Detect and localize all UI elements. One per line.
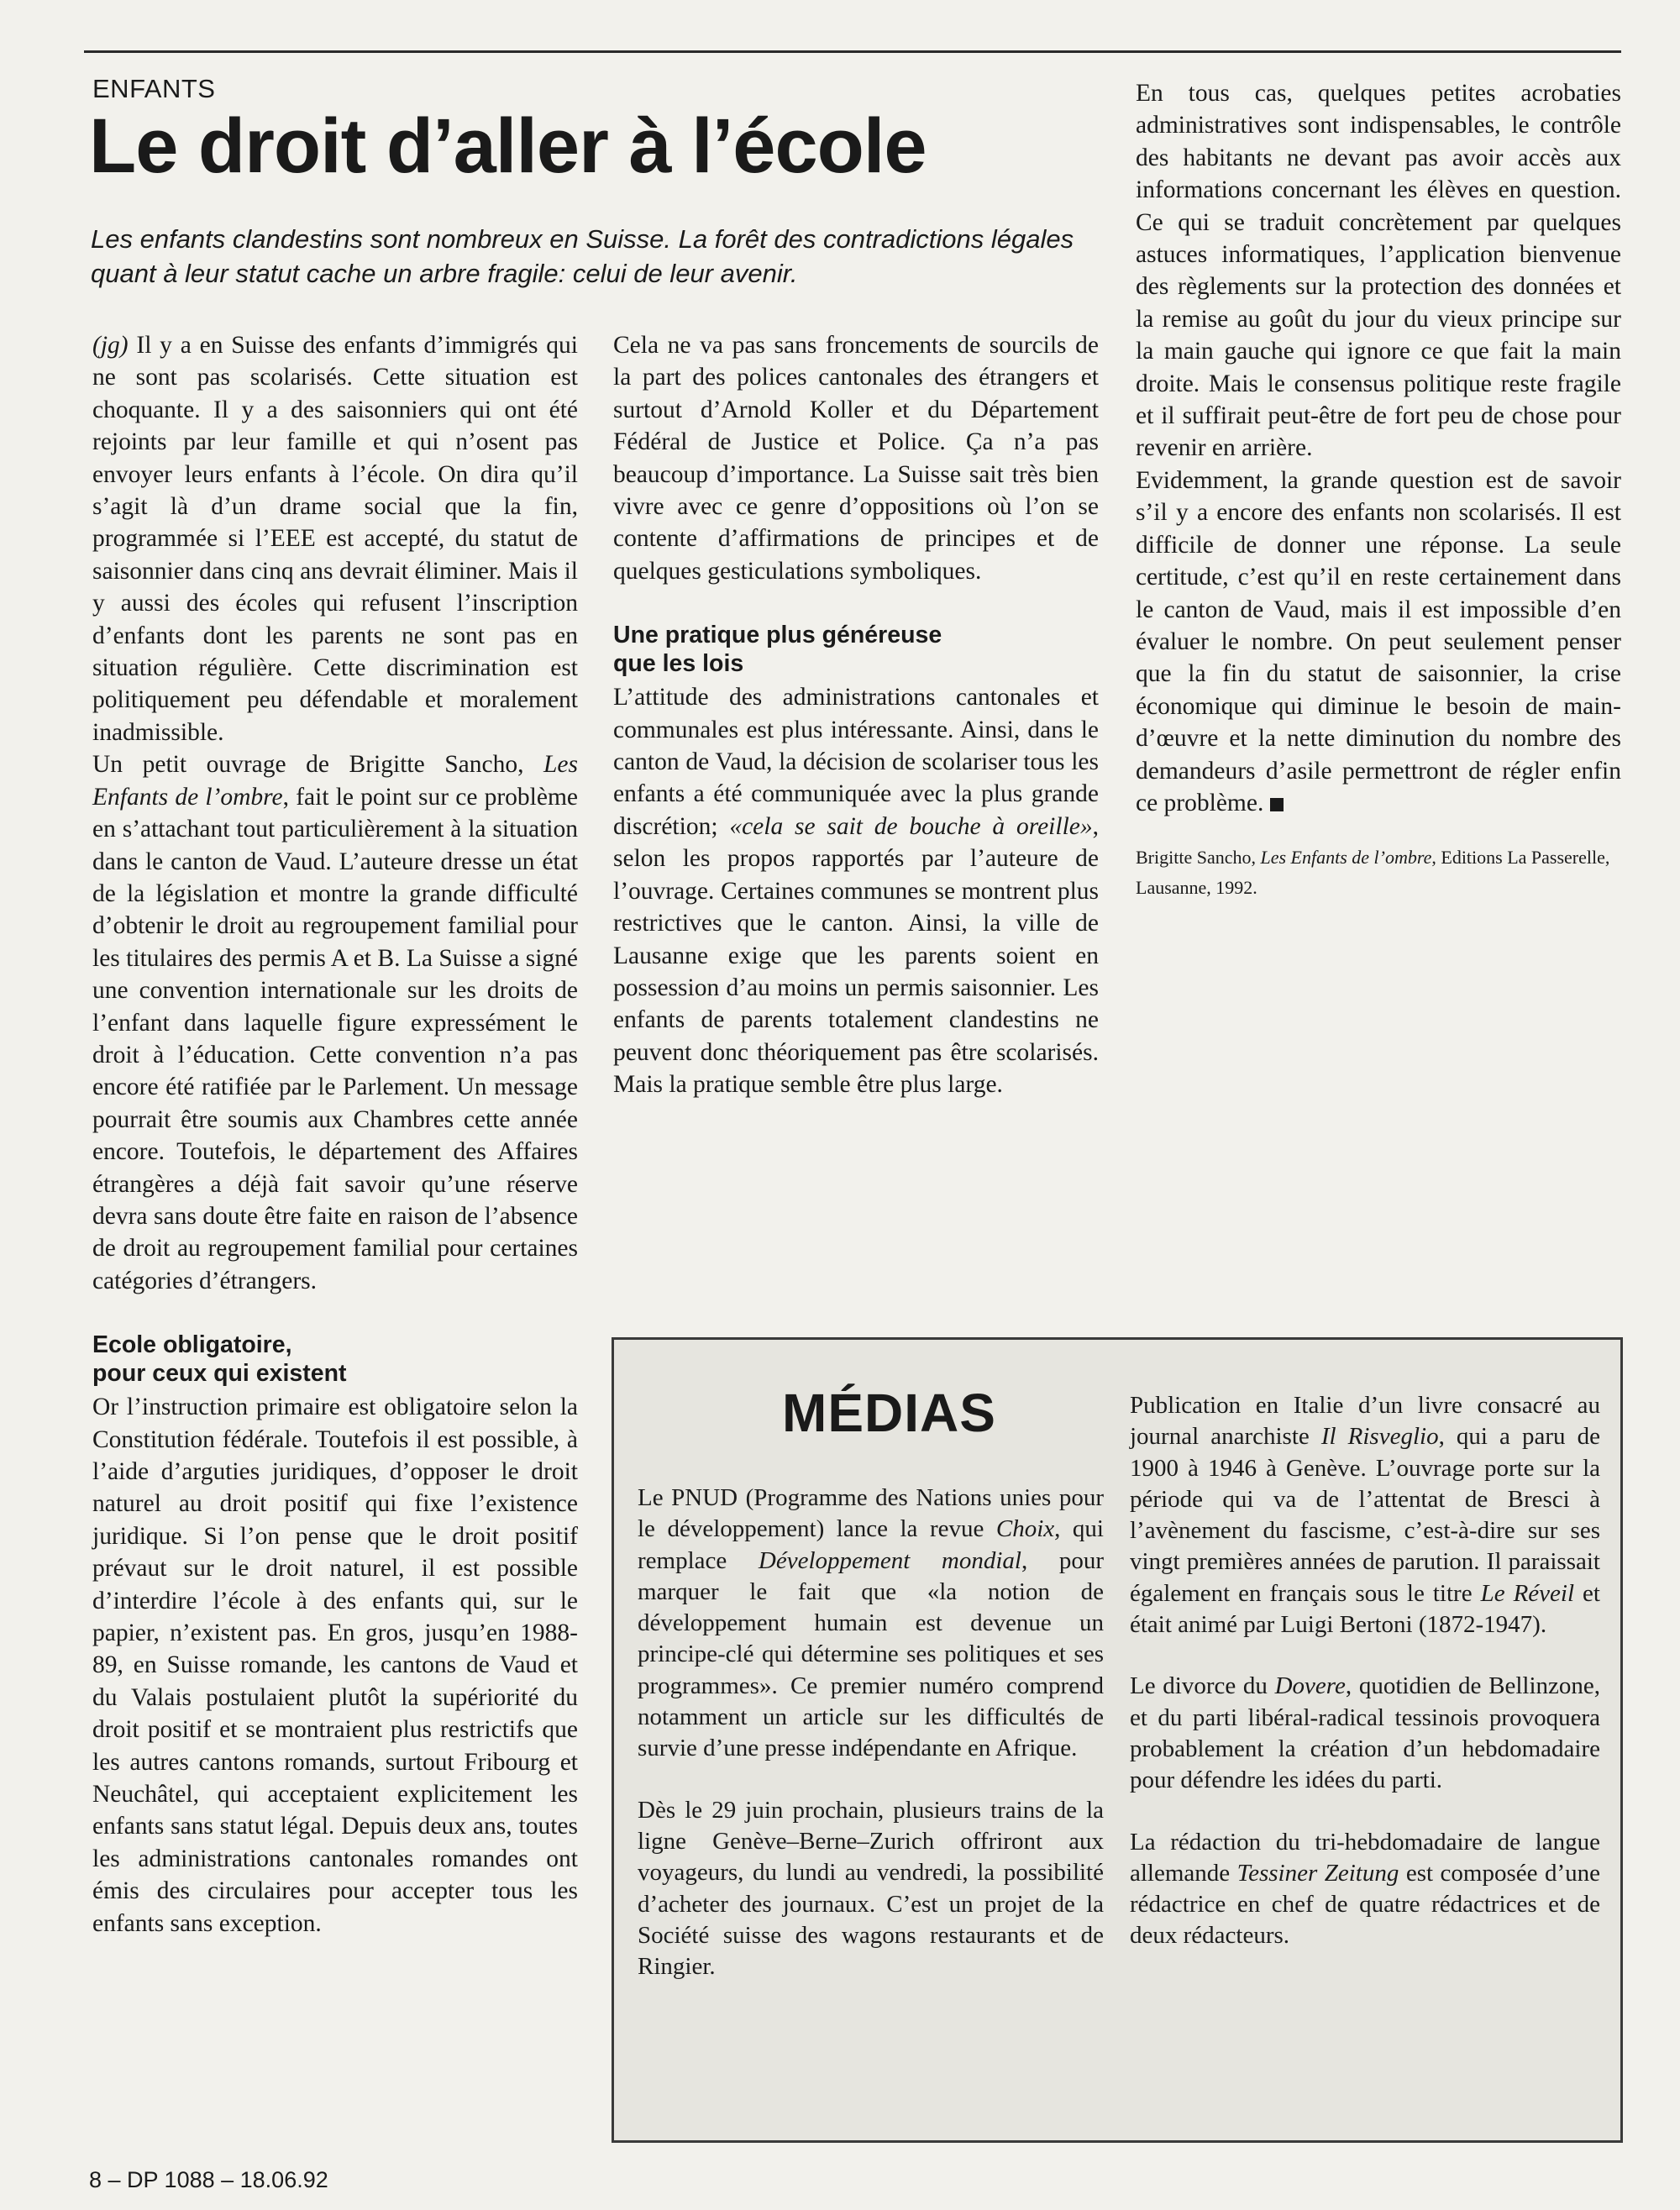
author-tag: (jg) [92,332,129,359]
article-paragraph: Evidemment, la grande question est de savoir s’il y a encore des enfants non scolarisés. Il est difficile de donner une réponse. La seule certitude, c’est qu’il en reste certainement dans le canton de Vaud, mais il est impossible d’en évaluer le nombre. On peut seulement penser que la fin du statut de saisonnier, la crise économique qui diminue le besoin de main-d’œuvre et la nette diminution du nombre des demandeurs d’asile permettront de régler enfin ce problème. [1136,466,1621,816]
subheading: Une pratique plus généreuse que les lois [613,622,942,678]
article-paragraph: Un petit ouvrage de Brigitte Sancho, Les Enfants de l’ombre, fait le point sur ce problème en s’attachant tout particulièrement à la situation dans le canton de Vaud. L’auteure dresse un état de la législation et montre la grande difficulté d’obtenir le droit au regroupement familial pour les titulaires des permis A et B. La Suisse a signé une convention internationale sur les droits de l’enfant dans laquelle figure expressément le droit à l’éducation. Cette convention n’a pas encore été ratifiée par le Parlement. Un message pourrait être soumis aux Chambres cette année encore. Toutefois, le département des Affaires étrangères a déjà fait savoir qu’une réserve devra sans doute être faite en raison de l’absence de droit au regroupement familial pour certaines catégories d’étrangers. [92,751,578,1294]
news-item: La rédaction du tri-hebdomadaire de langue allemande Tessiner Zeitung est composée d’une rédactrice en chef de quatre rédactrices et de deux rédacteurs. [1130,1828,1600,1950]
end-mark-icon [1270,798,1284,811]
subheading: Ecole obligatoire, pour ceux qui existent [92,1331,347,1388]
news-item: Le divorce du Dovere, quotidien de Bellinzone, et du parti libéral-radical tessinois provoquera probablement la création d’un hebdomadaire pour défendre les idées du parti. [1130,1672,1600,1794]
news-item: Dès le 29 juin prochain, plusieurs trains de la ligne Genève–Berne–Zurich offriront aux voyageurs, du lundi au vendredi, la possibilité d’acheter des journaux. C’est un projet de la Société suisse des wagons restaurants et de Ringier. [638,1796,1104,1981]
medias-column-2 [1130,1390,1600,1982]
article-paragraph: Cela ne va pas sans froncements de sourcils de la part des polices cantonales des étrangers et surtout d’Arnold Koller et du Département Fédéral de Justice et Police. Ça n’a pas beaucoup d’importance. La Suisse sait très bien vivre avec ce genre d’oppositions où l’on se contente d’affirmations de principes et de quelques gesticulations symboliques. [613,332,1099,585]
top-rule [84,50,1621,53]
medias-title: MÉDIAS [782,1383,996,1443]
book-title: Les Enfants de l’ombre [92,751,578,811]
article-column-2 [613,329,1099,1101]
section-rubric: ENFANTS [92,74,216,103]
news-item: Publication en Italie d’un livre consacré au journal anarchiste Il Risveglio, qui a paru de 1900 à 1946 à Genève. L’ouvrage porte sur la période qui va de l’attentat de Bresci à l’avènement du fascisme, c’est-à-dire sur ses vingt premières années de parution. Il paraissait également en français sous le titre Le Réveil et était animé par Luigi Bertoni (1872-1947). [1130,1392,1600,1639]
article-headline: Le droit d’aller à l’école [89,103,927,189]
medias-column-1 [638,1483,1104,2013]
article-lede: Les enfants clandestins sont nombreux en Suisse. La forêt des contradictions légales quant à leur statut cache un arbre fragile: celui de leur avenir. [91,224,1074,288]
article-paragraph: Or l’instruction primaire est obligatoire selon la Constitution fédérale. Toutefois il est possible, à l’aide d’arguties juridiques, d’opposer le droit naturel au droit positif qui fixe l’existence juridique. Si l’on pense que le droit positif prévaut sur le droit naturel, il est possible d’interdire l’école à des enfants qui, sur le papier, n’existent pas. En gros, jusqu’en 1988-89, en Suisse romande, les cantons de Vaud et du Valais postulaient plutôt la supériorité du droit positif et se montraient plus restrictifs que les autres cantons romands, surtout Fribourg et Neuchâtel, qui acceptaient explicitement les enfants sans statut légal. Depuis deux ans, toutes les administrations cantonales romandes ont émis des circulaires pour accepter tous les enfants sans exception. [92,1394,578,1937]
article-paragraph: (jg) Il y a en Suisse des enfants d’immigrés qui ne sont pas scolarisés. Cette situation est choquante. Il y a des saisonniers qui ont été rejoints par leur famille et qui n’osent pas envoyer leurs enfants à l’école. On dira qu’il s’agit là d’un drame social que la fin, programmée si l’EEE est accepté, du statut de saisonnier dans cinq ans devrait éliminer. Mais il y aussi des écoles qui refusent l’inscription d’enfants dont les parents ne sont pas en situation régulière. Cette discrimination est politiquement peu défendable et moralement inadmissible. [92,332,578,746]
page-footer: 8 – DP 1088 – 18.06.92 [89,2167,328,2192]
article-column-3 [1136,77,1621,903]
news-item: Le PNUD (Programme des Nations unies pour le développement) lance la revue Choix, qui remplace Développement mondial, pour marquer le fait que «la notion de développement humain est devenue un principe-clé qui détermine ses politiques et ses programmes». Ce premier numéro comprend notamment un article sur les difficultés de survie d’une presse indépendante en Afrique. [638,1484,1104,1762]
article-paragraph: L’attitude des administrations cantonales et communales est plus intéressante. Ainsi, dans le canton de Vaud, la décision de scolariser tous les enfants a été communiquée avec la plus grande discrétion; «cela se sait de bouche à oreille», selon les propos rapportés par l’auteure de l’ouvrage. Certaines communes se montrent plus restrictives que le canton. Ainsi, la ville de Lausanne exige que les parents soient en possession d’au moins un permis saisonnier. Les enfants de parents totalement clandestins ne peuvent donc théoriquement pas être scolarisés. Mais la pratique semble être plus large. [613,684,1099,1099]
book-credit: Brigitte Sancho, Les Enfants de l’ombre, Editions La Passerelle, Lausanne, 1992. [1136,847,1610,899]
medias-box [612,1337,1623,2143]
quote: «cela se sait de bouche à oreille» [729,812,1093,840]
article-column-1 [92,329,578,1940]
article-paragraph: En tous cas, quelques petites acrobaties administratives sont indispensables, le contrôle des habitants ne devant pas avoir accès aux informations concernant les élèves en question. Ce qui se traduit concrètement par quelques astuces informatiques, l’application bienvenue des règlements sur la protection des données et la remise au goût du jour du vieux principe sur la main gauche qui ignore ce que fait la main droite. Mais le consensus politique reste fragile et il suffirait peut-être de fort peu de chose pour revenir en arrière. [1136,80,1621,462]
